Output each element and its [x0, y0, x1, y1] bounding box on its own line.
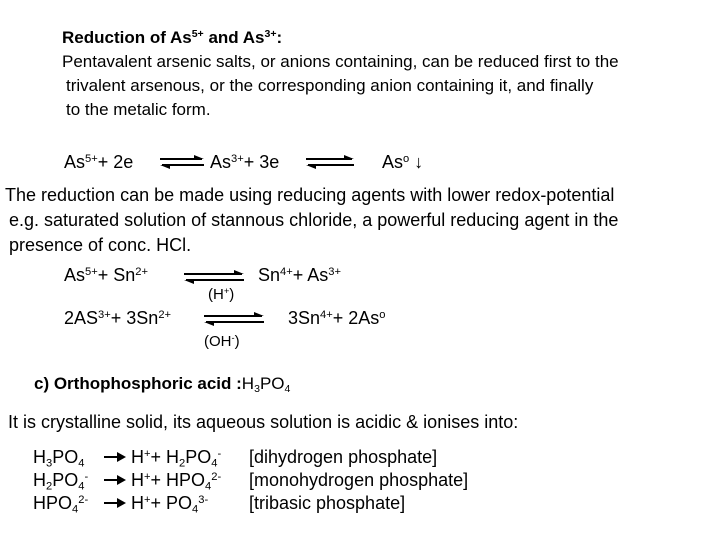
reaction-arrow-icon: [104, 473, 126, 487]
para2-line2: e.g. saturated solution of stannous chloride, a powerful reducing agent in the: [9, 210, 619, 230]
ionisation-reactant-2: $H_2PO_4^-$: [33, 470, 89, 493]
condition-acidic: (H+): [208, 285, 235, 303]
ionisation-reactant-1: $H_3PO_4$: [33, 447, 85, 470]
eq2-products: $Sn^{4+}+ As^{3+}$: [258, 265, 342, 285]
para2-line1: The reduction can be made using reducing agents with lower redox-potential: [5, 185, 615, 205]
ionisation-note-1: [dihydrogen phosphate]: [249, 447, 438, 467]
equilibrium-arrow-icon: [202, 308, 266, 328]
eq1-product: As$^o$ ↓: [382, 152, 424, 172]
para1-line2: trivalent arsenous, or the corresponding anion containing it, and finally: [66, 76, 594, 95]
eq1-reactant: $As^{5+}+ 2e$: [64, 152, 134, 172]
ionisation-note-3: [tribasic phosphate]: [249, 493, 406, 513]
reaction-arrow-icon: [104, 450, 126, 464]
reaction-arrow-icon: [104, 496, 126, 510]
ionisation-products-1: $H^++ H_2PO_4^-$: [131, 447, 222, 470]
para1-line1: Pentavalent arsenic salts, or anions containing, can be reduced first to the: [62, 52, 619, 71]
eq2-reactants: $As^{5+}+ Sn^{2+}$: [64, 265, 149, 285]
para3-line1: It is crystalline solid, its aqueous solution is acidic & ionises into:: [8, 412, 519, 432]
equilibrium-arrow-icon: [158, 151, 206, 171]
condition-basic: (OH-): [204, 332, 240, 350]
para2-line3: presence of conc. HCl.: [9, 235, 192, 255]
para1-line3: to the metalic form.: [66, 100, 211, 119]
eq1-intermediate: $As^{3+}+ 3e$: [210, 152, 280, 172]
equilibrium-arrow-icon: [182, 266, 246, 286]
ionisation-reactant-3: $HPO_4^{2-}$: [33, 493, 89, 516]
heading-reduction-arsenic: Reduction of $As^{5+}$ and $As^{3+}$:: [62, 28, 283, 47]
heading-orthophosphoric-acid: c) Orthophosphoric acid $:H_3PO_4$: [34, 374, 291, 396]
ionisation-products-3: $H^++ PO_4^{3-}$: [131, 493, 209, 516]
ionisation-products-2: $H^++ HPO_4^{2-}$: [131, 470, 222, 493]
ionisation-note-2: [monohydrogen phosphate]: [249, 470, 469, 490]
equilibrium-arrow-icon: [304, 151, 356, 171]
precipitate-down-arrow-icon: ↓: [414, 152, 424, 172]
eq2-line2-reactants: $2AS^{3+}+ 3Sn^{2+}$: [64, 308, 172, 328]
eq2-line2-products: $3Sn^{4+}+ 2As^o$: [288, 308, 386, 328]
